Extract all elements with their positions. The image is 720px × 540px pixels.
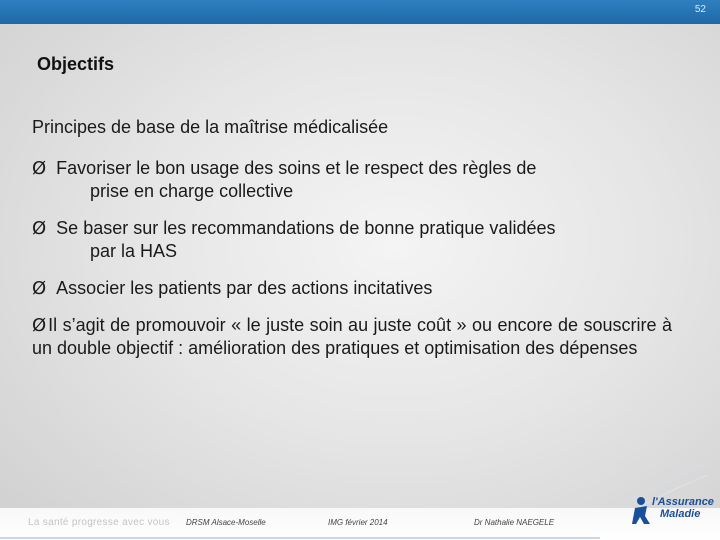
footer-tagline: La santé progresse avec vous (28, 517, 170, 528)
bullet-item (32, 217, 672, 263)
arrow-bullet-icon: Ø (32, 218, 47, 239)
footer-org: DRSM Alsace-Moselle (186, 518, 266, 527)
slide-title: Objectifs (37, 54, 115, 74)
arrow-bullet-icon: Ø (32, 158, 47, 179)
footer (0, 508, 720, 540)
slide-content (32, 116, 672, 360)
bullet-continuation: par la HAS (90, 241, 178, 261)
summary-paragraph (32, 314, 672, 360)
page-number: 52 (694, 4, 706, 15)
assurance-maladie-logo (632, 490, 712, 534)
logo-text (652, 496, 712, 520)
figure-logo-icon (632, 496, 654, 526)
bullet-item (32, 157, 672, 203)
header-bar (0, 0, 720, 24)
bullet-line: Se baser sur les recommandations de bonne pratique validées (56, 218, 556, 238)
intro-text: Principes de base de la maîtrise médicalisée (32, 117, 389, 137)
footer-date: IMG février 2014 (328, 518, 388, 527)
logo-line-2: Maladie (660, 508, 701, 520)
arrow-bullet-icon: Ø (32, 315, 47, 336)
bullet-item (32, 277, 672, 300)
footer-author: Dr Nathalie NAEGELE (474, 518, 555, 527)
logo-line-1: l'Assurance (652, 496, 714, 508)
bullet-line: Associer les patients par des actions incitatives (56, 278, 433, 298)
footer-divider (0, 537, 600, 539)
arrow-bullet-icon: Ø (32, 278, 47, 299)
bullet-line: Favoriser le bon usage des soins et le respect des règles de (56, 158, 537, 178)
bullet-continuation: prise en charge collective (90, 181, 294, 201)
paragraph-text: Il s’agit de promouvoir « le juste soin au juste coût » ou encore de souscrire à un double objectif : amélioration des pratiques et optimisation des dépenses (32, 315, 672, 358)
